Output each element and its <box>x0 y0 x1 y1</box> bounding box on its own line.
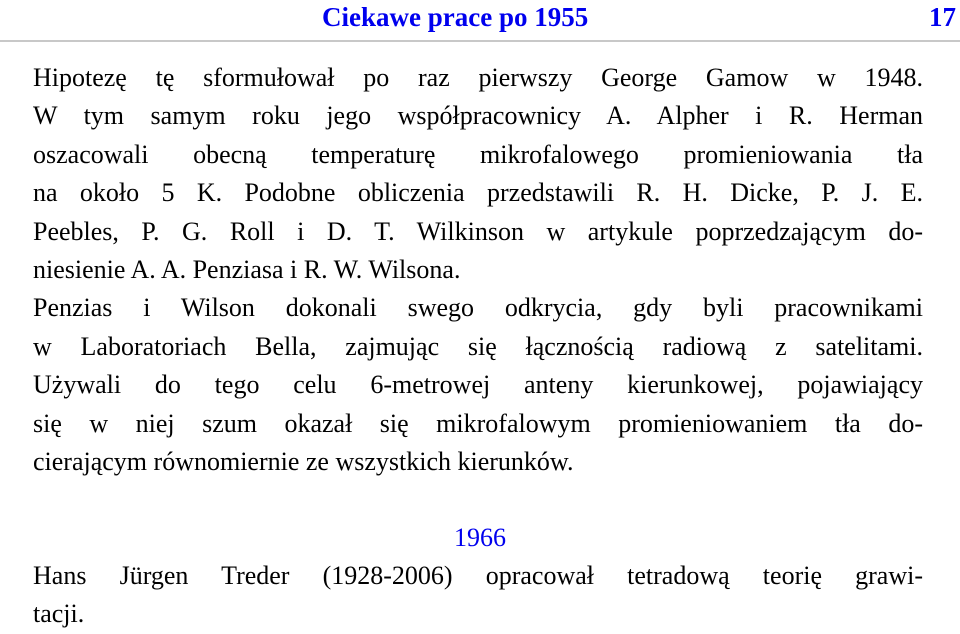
section-line: Hans Jürgen Treder (1928-2006) opracował tetradową teorię grawi- <box>33 561 923 590</box>
running-header-title: Ciekawe prace po 1955 <box>322 2 589 32</box>
section-treder-text <box>33 557 923 634</box>
paragraph-2-line: Używali do tego celu 6-metrowej anteny kierunkowej, pojawiający <box>33 370 923 400</box>
paragraph-1-line: niesienie A. A. Penziasa i R. W. Wilsona. <box>33 255 461 285</box>
paragraph-gamow <box>33 59 923 289</box>
section-line: tacji. <box>33 599 85 629</box>
page-number: 17 <box>929 2 956 32</box>
running-header <box>0 0 960 44</box>
paragraph-2-line: Penzias i Wilson dokonali swego odkrycia, gdy byli pracownikami <box>33 293 923 323</box>
paragraph-1-line: Hipotezę tę sformułował po raz pierwszy George Gamow w 1948. <box>33 63 923 92</box>
body-text <box>33 59 923 481</box>
paragraph-2-line: cierającym równomiernie ze wszystkich kierunków. <box>33 447 574 477</box>
paragraph-1-line: na około 5 K. Podobne obliczenia przedstawili R. H. Dicke, P. J. E. <box>33 178 923 208</box>
year-heading: 1966 <box>454 523 506 552</box>
paragraph-1-line: Peebles, P. G. Roll i D. T. Wilkinson w artykule poprzedzającym do- <box>33 216 923 246</box>
paragraph-2-line: w Laboratoriach Bella, zajmując się łącznością radiową z satelitami. <box>33 331 923 361</box>
paragraph-1-line: oszacowali obecną temperaturę mikrofalowego promieniowania tła <box>33 139 923 169</box>
paragraph-1-line: W tym samym roku jego współpracownicy A. Alpher i R. Herman <box>33 101 923 131</box>
paragraph-penzias-wilson <box>33 289 923 481</box>
header-divider <box>0 40 960 42</box>
paragraph-2-line: się w niej szum okazał się mikrofalowym promieniowaniem tła do- <box>33 408 923 438</box>
